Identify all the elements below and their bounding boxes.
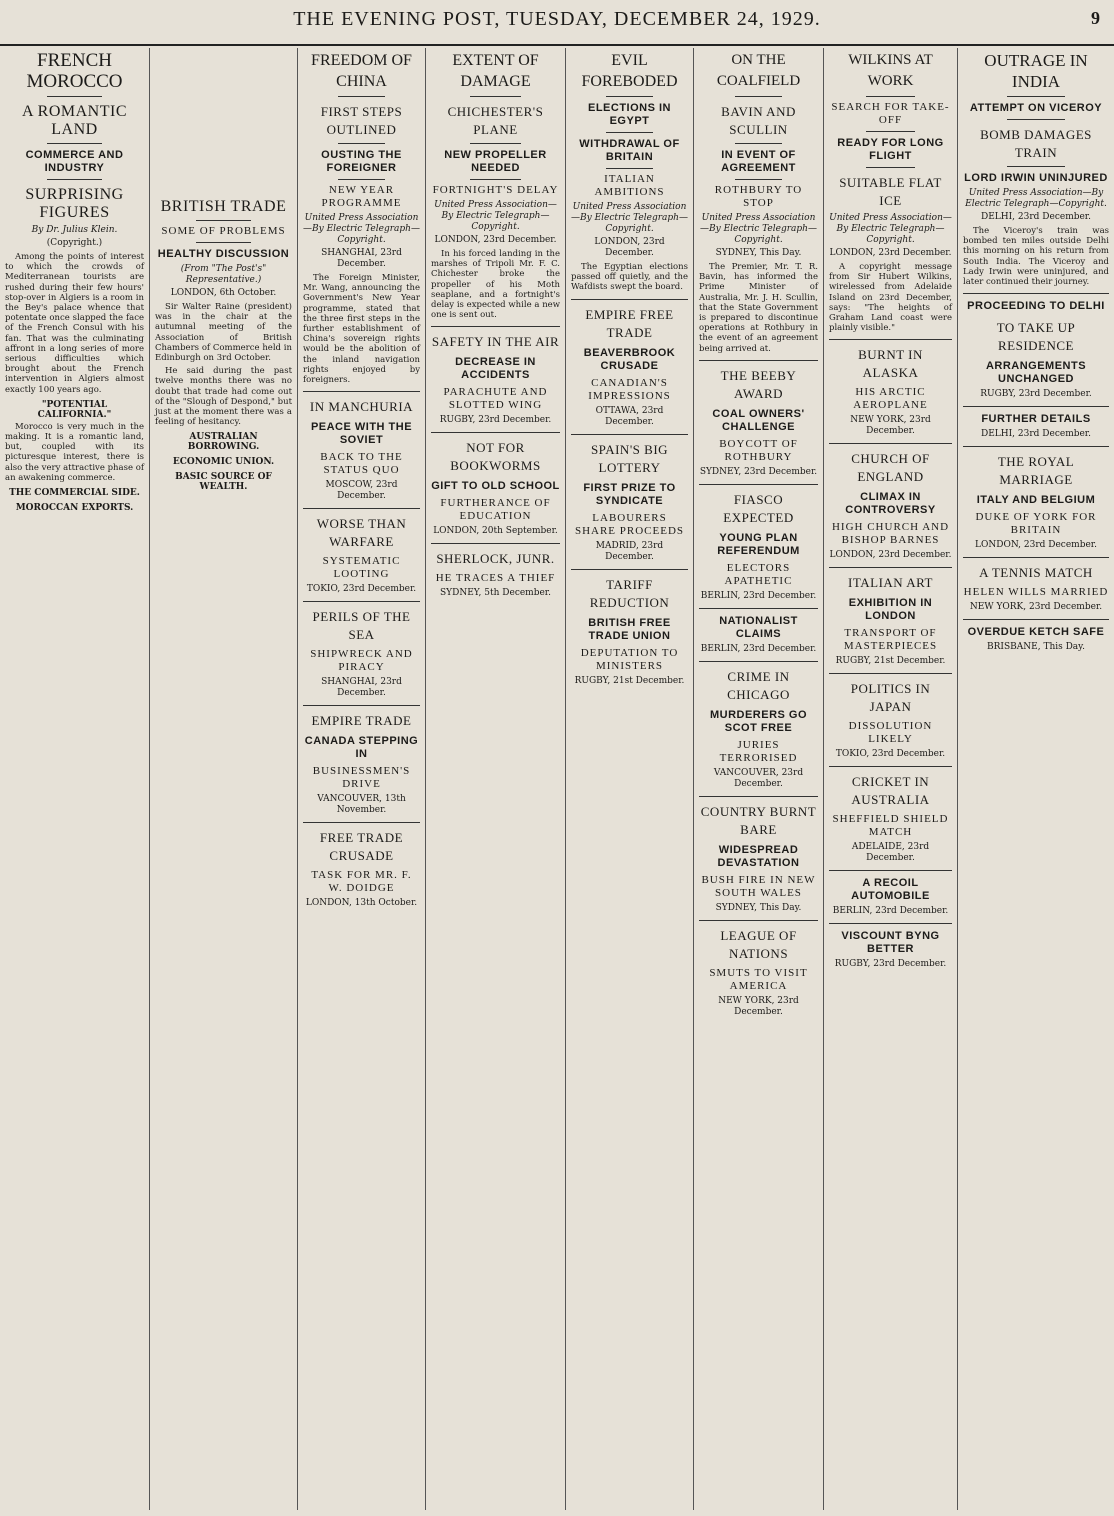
dateline: BERLIN, 23rd December. (832, 906, 949, 917)
headline: CRICKET IN AUSTRALIA (851, 774, 930, 808)
headline: NOT FOR BOOKWORMS (450, 440, 541, 474)
deck: HE TRACES A THIEF (435, 572, 556, 585)
headline: ITALIAN ART (848, 575, 933, 591)
byline: United Press Association—By Electric Telegraph—Copyright. (965, 188, 1107, 209)
deck: BRITISH FREE TRADE UNION (588, 616, 671, 642)
column-5 (566, 48, 694, 1510)
dateline: RUGBY, 21st December. (574, 675, 685, 686)
paragraph: He said during the past twelve months there was no doubt that trade had come out of the "Slough of Despond," but just at the moment there was a feeling of hesitancy. (155, 366, 292, 428)
deck: READY FOR LONG FLIGHT (837, 137, 944, 162)
headline: PROCEEDING TO DELHI (967, 300, 1105, 313)
deck: HELEN WILLS MARRIED (963, 586, 1109, 599)
subhead: "POTENTIAL CALIFORNIA." (37, 399, 112, 420)
masthead-title: THE EVENING POST, TUESDAY, DECEMBER 24, 1929. (293, 8, 821, 30)
deck: CANADIAN'S IMPRESSIONS (588, 376, 671, 402)
deck: CANADA STEPPING IN (304, 735, 419, 761)
deck: DUKE OF YORK FOR BRITAIN (975, 511, 1097, 537)
dateline: RUGBY, 23rd December. (980, 389, 1092, 400)
dateline: SYDNEY, This Day. (715, 248, 802, 258)
deck: BOYCOTT OF ROTHBURY (719, 437, 798, 463)
deck: MURDERERS GO SCOT FREE (709, 708, 808, 734)
deck: NEW YEAR PROGRAMME (321, 184, 402, 209)
dateline: LONDON, 20th September. (433, 526, 558, 537)
deck: CLIMAX IN CONTROVERSY (845, 491, 936, 517)
headline: PERILS OF THE SEA (312, 609, 411, 643)
deck: IN EVENT OF AGREEMENT (721, 149, 796, 174)
dateline: MADRID, 23rd December. (595, 540, 664, 562)
deck: YOUNG PLAN REFERENDUM (717, 531, 800, 557)
dateline: NEW YORK, 23rd December. (850, 415, 931, 437)
subhead: MOROCCAN EXPORTS. (15, 503, 134, 514)
dateline: SYDNEY, 23rd December. (699, 466, 818, 477)
dateline: RUGBY, 21st December. (835, 656, 946, 667)
headline: FRENCH MOROCCO (26, 50, 123, 92)
byline: United Press Association—By Electric Telegraph—Copyright. (303, 213, 420, 245)
deck: FURTHERANCE OF EDUCATION (440, 497, 551, 523)
headline: BRITISH TRADE (160, 198, 287, 215)
dateline: RUGBY, 23rd December. (439, 415, 552, 426)
deck: HEALTHY DISCUSSION (157, 248, 290, 260)
deck: ITALIAN AMBITIONS (594, 173, 665, 198)
headline: CHURCH OF ENGLAND (851, 451, 930, 485)
headline: SHERLOCK, JUNR. (436, 551, 555, 567)
deck: DEPUTATION TO MINISTERS (580, 646, 679, 672)
deck: TO TAKE UP RESIDENCE (996, 320, 1076, 354)
column-7 (824, 48, 958, 1510)
headline: SAFETY IN THE AIR (431, 334, 560, 350)
deck: OUSTING THE FOREIGNER (321, 149, 402, 174)
headline: IN MANCHURIA (309, 399, 414, 415)
dateline: ADELAIDE, 23rd December. (851, 842, 930, 864)
masthead (0, 0, 1114, 46)
subhead: AUSTRALIAN BORROWING. (187, 432, 260, 453)
deck: FIRST STEPS OUTLINED (320, 104, 403, 137)
dateline: LONDON, 13th October. (305, 898, 418, 909)
headline: FREE TRADE CRUSADE (319, 830, 404, 864)
deck: ELECTIONS IN EGYPT (587, 102, 671, 127)
dateline: SYDNEY, 5th December. (440, 588, 551, 599)
deck: HIS ARCTIC AEROPLANE (853, 386, 928, 412)
headline: CRIME IN CHICAGO (727, 668, 790, 702)
deck: DISSOLUTION LIKELY (848, 720, 933, 746)
deck: COMMERCE AND INDUSTRY (25, 149, 124, 174)
dateline: BERLIN, 23rd December. (700, 643, 817, 654)
deck: LABOURERS SHARE PROCEEDS (574, 511, 685, 537)
paragraph: The Viceroy's train was bombed ten miles outside Delhi this morning on his return from South India. The Viceroy and Lady Irwin were uninjured, and later continued their journey. (963, 226, 1109, 288)
byline: (From "The Post's" Representative.) (180, 264, 267, 285)
deck: LORD IRWIN UNINJURED (964, 172, 1108, 184)
headline: EMPIRE TRADE (311, 713, 412, 729)
headline: FREEDOM OF CHINA (311, 52, 412, 90)
byline: United Press Association—By Electric Telegraph—Copyright. (829, 213, 952, 245)
deck: BEAVERBROOK CRUSADE (583, 346, 676, 372)
headline: POLITICS IN JAPAN (850, 681, 931, 715)
deck: ELECTORS APATHETIC (724, 561, 793, 587)
deck: ARRANGEMENTS UNCHANGED (985, 360, 1087, 386)
dateline: NEW YORK, 23rd December. (718, 995, 799, 1017)
deck: GIFT TO OLD SCHOOL (431, 480, 560, 493)
page-number: 9 (1091, 8, 1100, 28)
headline: A TENNIS MATCH (979, 565, 1093, 581)
deck: ATTEMPT ON VICEROY (969, 102, 1103, 114)
dateline: LONDON, 23rd December. (594, 237, 665, 258)
deck: HIGH CHURCH AND BISHOP BARNES (831, 521, 950, 547)
paragraph: The Foreign Minister, Mr. Wang, announcing the Government's New Year programme, stated that the three first steps in the further establishment of China's sovereign rights would be the abolition of the inland navigation rights enjoyed by foreigners. (303, 273, 420, 386)
deck: WITHDRAWAL OF BRITAIN (579, 138, 680, 163)
headline: EXTENT OF DAMAGE (452, 52, 539, 90)
paragraph: In his forced landing in the marshes of Tripoli Mr. F. C. Chichester broke the propeller of his Moth seaplane, and a fortnight's delay is expected while a new one is sent out. (431, 249, 560, 321)
deck: SUITABLE FLAT ICE (839, 175, 942, 208)
headline: SPAIN'S BIG LOTTERY (590, 441, 669, 475)
paragraph: Morocco is very much in the making. It is a romantic land, but, coupled with its picturesque interest, there is also the very attractive phase of an awakening commerce. (5, 421, 144, 483)
deck: COAL OWNERS' CHALLENGE (712, 407, 805, 433)
headline: FIASCO EXPECTED (723, 491, 794, 525)
dateline: SHANGHAI, 23rd December. (321, 677, 402, 699)
subhead: ECONOMIC UNION. (172, 457, 275, 468)
deck: WIDESPREAD DEVASTATION (717, 843, 800, 869)
headline: FURTHER DETAILS (981, 413, 1091, 426)
byline: By Dr. Julius Klein. (31, 225, 118, 235)
deck: BACK TO THE STATUS QUO (320, 451, 403, 477)
dateline: LONDON, 23rd December. (434, 235, 557, 245)
deck: SMUTS TO VISIT AMERICA (709, 966, 808, 992)
deck: FIRST PRIZE TO SYNDICATE (583, 481, 676, 507)
deck: ITALY AND BELGIUM (976, 494, 1096, 507)
headline: EVIL FOREBODED (581, 52, 678, 90)
headline: NATIONALIST CLAIMS (719, 614, 798, 640)
headline: WORSE THAN WARFARE (316, 516, 407, 550)
column-3 (298, 48, 426, 1510)
headline: THE BEEBY AWARD (720, 367, 797, 401)
byline: United Press Association—By Electric Telegraph—Copyright. (571, 202, 688, 234)
subhead: THE COMMERCIAL SIDE. (9, 488, 140, 499)
subhead: BASIC SOURCE OF WEALTH. (175, 472, 272, 493)
paragraph: The Premier, Mr. T. R. Bavin, has informed the Prime Minister of Australia, Mr. J. H. Scullin, that the State Government is prepared to discontinue operations at Rothbury in the event of an agreement being arrived at. (699, 262, 818, 354)
dateline: SHANGHAI, 23rd December. (321, 248, 402, 269)
column-2 (150, 48, 298, 1510)
column-1 (0, 48, 150, 1510)
paragraph: The Egyptian elections passed off quietly, and the Wafdists swept the board. (571, 262, 688, 293)
headline: TARIFF REDUCTION (589, 576, 670, 610)
headline: WILKINS AT WORK (848, 52, 933, 89)
headline: LEAGUE OF NATIONS (720, 927, 797, 961)
deck: A ROMANTIC LAND (21, 103, 127, 138)
dateline: LONDON, 23rd December. (829, 248, 952, 258)
deck: NEW PROPELLER NEEDED (444, 149, 547, 174)
dateline: BERLIN, 23rd December. (700, 590, 817, 601)
dateline: MOSCOW, 23rd December. (325, 480, 398, 502)
deck: FORTNIGHT'S DELAY (432, 184, 559, 196)
deck: SYSTEMATIC LOOTING (322, 555, 401, 581)
dateline: VANCOUVER, 13th November. (317, 794, 406, 816)
deck: SHEFFIELD SHIELD MATCH (832, 813, 949, 839)
dateline: DELHI, 23rd December. (981, 429, 1091, 440)
byline: United Press Association—By Electric Telegraph—Copyright. (700, 213, 817, 245)
headline: COUNTRY BURNT BARE (700, 803, 817, 837)
deck: BUSH FIRE IN NEW SOUTH WALES (701, 873, 816, 899)
byline: United Press Association—By Electric Telegraph—Copyright. (434, 200, 557, 232)
deck: DECREASE IN ACCIDENTS (455, 356, 536, 382)
dateline: SYDNEY, This Day. (715, 902, 802, 913)
headline: THE ROYAL MARRIAGE (997, 454, 1075, 488)
deck: EXHIBITION IN LONDON (848, 597, 933, 623)
deck: TRANSPORT OF MASTERPIECES (843, 627, 938, 653)
dateline: VANCOUVER, 23rd December. (713, 767, 804, 789)
column-6 (694, 48, 824, 1510)
deck: JURIES TERRORISED (719, 738, 798, 764)
paragraph: A copyright message from Sir Hubert Wilkins, wirelessed from Adelaide Island on 23rd December, says: "The heights of Graham Land coast were plainly visible." (829, 262, 952, 334)
dateline: (Copyright.) (46, 238, 103, 248)
dateline: TOKIO, 23rd December. (306, 584, 417, 595)
dateline: OTTAWA, 23rd December. (595, 405, 664, 427)
headline: BURNT IN ALASKA (858, 347, 923, 381)
dateline: BRISBANE, This Day. (987, 642, 1085, 653)
deck: BUSINESSMEN'S DRIVE (312, 765, 411, 791)
deck: SURPRISING FIGURES (25, 186, 124, 221)
headline: OVERDUE KETCH SAFE (967, 626, 1105, 639)
column-8 (958, 48, 1114, 1510)
dateline: LONDON, 6th October. (170, 288, 277, 298)
headline: ON THE COALFIELD (716, 52, 801, 89)
dateline: DELHI, 23rd December. (981, 212, 1091, 222)
deck: CHICHESTER'S PLANE (447, 104, 544, 137)
headline: EMPIRE FREE TRADE (585, 306, 674, 340)
dateline: RUGBY, 23rd December. (834, 959, 947, 970)
dateline: NEW YORK, 23rd December. (969, 602, 1103, 613)
deck: ROTHBURY TO STOP (714, 184, 803, 209)
headline: VISCOUNT BYNG BETTER (841, 930, 940, 956)
deck: BOMB DAMAGES TRAIN (980, 127, 1092, 160)
column-4 (426, 48, 566, 1510)
deck: SHIPWRECK AND PIRACY (310, 648, 413, 674)
dateline: LONDON, 23rd December. (975, 540, 1097, 551)
deck: TASK FOR MR. F. W. DOIDGE (311, 869, 412, 895)
deck: SEARCH FOR TAKE-OFF (831, 101, 950, 126)
dateline: TOKIO, 23rd December. (835, 749, 946, 760)
deck: PEACE WITH THE SOVIET (310, 421, 413, 447)
dateline: LONDON, 23rd December. (829, 550, 952, 561)
paragraph: Among the points of interest to which the crowds of Mediterranean tourists are rushed during their few hours' stop-over in Algiers is a room in the Bey's palace whence that potentate once slapped the face of the French Consul with his fan. That was the culminating affront in a long series of more serious difficulties which brought about the French intervention in Algiers almost exactly 100 years ago. (5, 252, 144, 395)
paragraph: Sir Walter Raine (president) was in the chair at the autumnal meeting of the Association of British Chambers of Commerce held in Edinburgh on 3rd October. (155, 302, 292, 364)
headline: A RECOIL AUTOMOBILE (851, 877, 930, 903)
deck: SOME OF PROBLEMS (161, 225, 286, 237)
deck: PARACHUTE AND SLOTTED WING (443, 386, 548, 412)
headline: OUTRAGE IN INDIA (984, 51, 1088, 91)
deck: BAVIN AND SCULLIN (721, 104, 796, 137)
